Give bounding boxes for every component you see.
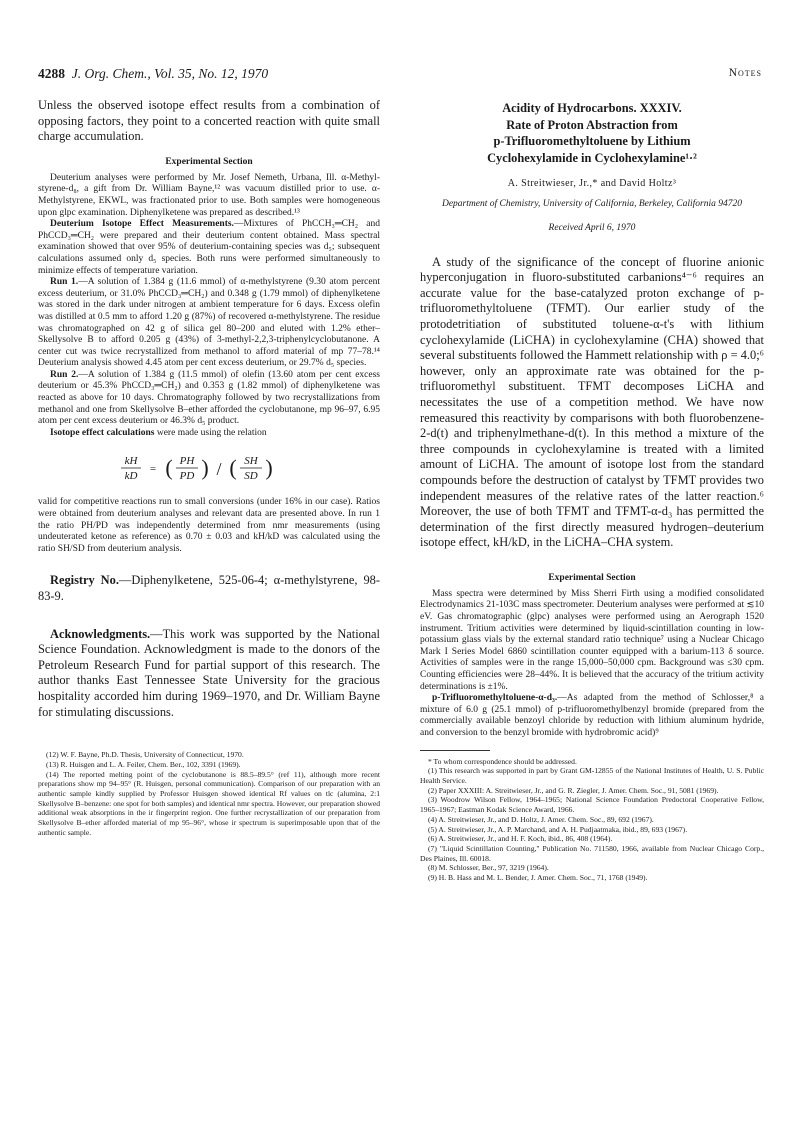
right-experimental-heading: Experimental Section (548, 572, 636, 583)
footnote-12: (12) W. F. Bayne, Ph.D. Thesis, University of Connecticut, 1970. (46, 750, 244, 760)
run-2-heading: Run 2. (50, 369, 79, 380)
equation-graphic (109, 451, 309, 485)
footnote-9: (9) H. B. Hass and M. L. Bender, J. Amer. Chem. Soc., 71, 1768 (1949). (428, 873, 648, 883)
eq-a-den: PD (179, 470, 195, 483)
footnote-7: (7) "Liquid Scintillation Counting," Publication No. 711580, 1966, available from Nuclear Chicago Corp., Des Plaines, Ill. 60018. (420, 843, 764, 863)
eq-b-num: SH (244, 455, 258, 468)
received-date: Received April 6, 1970 (548, 222, 636, 233)
footnote-4: (4) A. Streitwieser, Jr., and D. Holtz, J. Amer. Chem. Soc., 89, 692 (1967). (428, 814, 654, 824)
after-equation-paragraph: valid for competitive reactions run to small conversions (under 16% in our case). Ratios were obtained from deuterium analyses and relevant data are presented above. In run 1 the ratio PH/PD was independently determined from nmr measurements (using undeuterated ketone as reference) as 0.70 ± 0.03 and kH/kD was calculated using the ratio SH/SD from deuterium analysis. (38, 497, 380, 554)
title-line-3: p-Trifluoromethyltoluene by Lithium (493, 134, 691, 148)
svg-text:(: ( (229, 455, 237, 481)
footnote-6: (6) A. Streitwieser, Jr., and H. F. Koch, ibid., 86, 408 (1964). (428, 834, 613, 844)
authors: A. Streitwieser, Jr.,* and David Holtz³ (507, 178, 677, 189)
svg-text:=: = (149, 463, 157, 476)
eq-lhs-num: kH (124, 455, 138, 468)
footnote-5: (5) A. Streitwieser, Jr., A. P. Marchand, and A. H. Pudjaatmaka, ibid., 89, 693 (1967). (428, 824, 688, 834)
isotope-measurement-paragraph: Deuterium Isotope Effect Measurements.—Mixtures of PhCCH₃═CH₂ and PhCCD₃═CH₂ were prepared and their deuterium content obtained. Mass spectral examination showed that over 95% of deuterium-containing species was d₅; subsequent calculations assumed only d₅ species. Both runs were performed simultaneously to minimize effects of temperature variation. (38, 219, 380, 276)
title-line-2: Rate of Proton Abstraction from (506, 117, 678, 132)
svg-text:): ) (201, 455, 209, 481)
affiliation: Department of Chemistry, University of California, Berkeley, California 94720 (441, 199, 742, 209)
title-line-1: Acidity of Hydrocarbons. XXXIV. (502, 101, 682, 115)
page-number: 4288 (38, 66, 65, 81)
run-1-heading: Run 1. (50, 277, 79, 288)
registry-paragraph: Registry No.—Diphenylketene, 525-06-4; α-methylstyrene, 98-83-9. (38, 573, 380, 603)
left-column (38, 98, 380, 837)
footnote-rule (420, 750, 490, 751)
article-title (420, 100, 764, 166)
section-label: Notes (728, 67, 762, 79)
isotope-equation (38, 451, 380, 485)
isotope-measurement-heading: Deuterium Isotope Effect Measurements. (50, 219, 234, 230)
footnote-13: (13) R. Huisgen and L. A. Feiler, Chem. Ber., 102, 3391 (1969). (46, 759, 241, 769)
journal-citation: J. Org. Chem., Vol. 35, No. 12, 1970 (71, 66, 269, 81)
tfmt-preparation-paragraph: p-Trifluoromethyltoluene-α-d₃.—As adapted from the method of Schlosser,⁸ a mixture of 6.0 g (25.1 mmol) of p-trifluoromethylbenzyl bromide (prepared from the commercially available benzoyl chloride by reduction with lithium aluminum hydride, and conversion to the benzyl bromide with hydrobromic acid)⁹ (420, 693, 764, 738)
acknowledgments-heading: Acknowledgments. (50, 626, 151, 641)
footnote-3: (3) Woodrow Wilson Fellow, 1964–1965; National Science Foundation Predoctoral Cooperative Fellow, 1965–1967; Eastman Kodak Science Award, 1966. (420, 795, 764, 815)
abstract-paragraph: A study of the significance of the concept of fluorine anionic hyperconjugation in fluoro-substituted carbanions⁴⁻⁶ requires an accurate value for the base-catalyzed proton exchange of p-trifluoromethyltoluene (TFMT). Our earlier study of the protodetritiation of substituted toluene-α-t's with lithium cyclohexylamide (LiCHA) in cyclohexylamine (CHA) showed that several substituents followed the Hammett relationship with ρ = 4.0;⁶ however, only an approximate rate was obtained for the p-trifluoromethyl substituent. TFMT decomposes LiCHA and necessitates the use of a competition method. We have now remeasured this reactivity by comparisons with both fluorobenzene-2-d(t) and triphenylmethane-d(t). In this method a mixture of the three compounds in cyclohexylamine is treated with a limited amount of LiCHA. The amount of isotope lost from the standard compounds before the destruction of catalyst by TFMT provides two independent measures of the relative rates of the latter reaction.⁶ Moreover, the use of both TFMT and TFMT-α-d₃ has permitted the determination of the first directly measured hydrogen–deuterium isotope effect, kH/kD, in the LiCHA–CHA system. (420, 254, 764, 550)
eq-b-den: SD (244, 470, 258, 483)
tfmt-preparation-heading: p-Trifluoromethyltoluene-α-d₃. (432, 693, 558, 704)
footnote-2: (2) Paper XXXIII: A. Streitwieser, Jr., and G. R. Ziegler, J. Amer. Chem. Soc., 91, 5081 (1969). (428, 785, 719, 795)
footnote-1: (1) This research was supported in part by Grant GM-12855 of the National Institutes of Health, U. S. Public Health Service. (420, 766, 764, 785)
left-footnotes (38, 750, 380, 837)
experimental-paragraph: Deuterium analyses were performed by Mr. Josef Nemeth, Urbana, Ill. α-Methyl-styrene-d₈, a gift from Dr. William Bayne,¹² was vacuum distilled prior to use. α-Methylstyrene, EKWL, was fractionated prior to use. Both samples were homogeneous upon glpc examination. Diphenylketene was prepared as described.¹³ (38, 172, 380, 218)
registry-heading: Registry No. (50, 573, 119, 588)
run-2-paragraph: Run 2.—A solution of 1.384 g (11.5 mmol) of olefin (13.60 atom per cent excess deuterium or 45.3% PhCCD₃═CH₂) and 0.353 g (1.82 mmol) of diphenylketene was reacted as above for 10 days. Chromatography followed by two recrystallizations from methanol and one from Skellysolve B–ether afforded the cyclobutanone, mp 96–97, 6.95 atom per cent excess deuterium or 46.3% d₅ product. (38, 369, 380, 427)
eq-a-num: PH (179, 455, 195, 468)
footnote-14: (14) The reported melting point of the cyclobutanone is 88.5–89.5° (ref 11), although more recent preparations show mp 94–95° (R. Huisgen, personal communication). Comparison of our preparation with an authentic sample kindly supplied by Professor Huisgen showed identical Rf values on tlc (alumina, 2:1 Skellysolve B–benzene: one spot for both samples) and identical nmr spectra. However, our preparation showed additional weak absorptions in the ir fingerprint region. One further recrystallization of our preparation from Skellysolve B–ether afforded material of mp 95–96°, whose ir spectrum is superimposable upon that of the authentic sample. (38, 769, 380, 837)
intro-paragraph: Unless the observed isotope effect results from a combination of opposing factors, they point to a concerted reaction with quite small charge accumulation. (38, 98, 380, 144)
svg-text:(: ( (165, 455, 173, 481)
acknowledgments-paragraph: Acknowledgments.—This work was supported by the National Science Foundation. Acknowledgment is made to the donors of the Petroleum Research Fund for partial support of this research. The author thanks East Tennessee State University for the gracious hospitality accorded him during 1969–1970, and Dr. William Bayne for stimulating discussions. (38, 626, 380, 719)
footnote-star: * To whom correspondence should be addressed. (428, 756, 577, 766)
right-column (420, 98, 764, 883)
eq-lhs-den: kD (124, 470, 138, 483)
left-experimental-heading: Experimental Section (165, 156, 253, 167)
run-1-paragraph: Run 1.—A solution of 1.384 g (11.6 mmol) of α-methylstyrene (9.30 atom percent excess deuterium, or 31.0% PhCCD₃═CH₂) and 0.348 g (1.79 mmol) of diphenylketene was stored in the dark under nitrogen at ambient temperature for 6 days. Excess olefin was distilled at 0.5 mm to afford 1.20 g (87%) of recovered α-methylstyrene. The residue was chromatographed on 42 g of silica gel 80–200 and eluted with 1.2% ether–Skellysolve B to afford 0.205 g (43%) of 3-methyl-2,2,3-triphenylcyclobutanone. A center cut was twice recrystallized from methanol to afford material of mp 77–78.¹⁴ Deuterium analysis showed 4.45 atom per cent excess deuterium, or 29.7% d₅ species. (38, 277, 380, 369)
running-header (38, 66, 762, 86)
right-footnotes (420, 757, 764, 883)
calculation-paragraph: Isotope effect calculations were made using the relation (50, 427, 267, 438)
svg-text:/: / (216, 459, 222, 480)
right-experimental-paragraph: Mass spectra were determined by Miss Sherri Firth using a modified consolidated Electrodynamics 21-103C mass spectrometer. Deuterium analyses were performed at ≲10 eV. Gas chromatographic (glpc) analyses were performed using an Aerograph 1520 instrument. Tritium activities were determined by liquid-scintillation counting in low-potassium glass vials by the external standard ratio technique⁷ using a Nuclear Chicago Mark I Series Model 6860 scintillation counter equipped with a barium-113 δ source. Activities of samples were in the range 15,000–50,000 cpm. Background was ≤30 cpm. Counting efficiencies were 28–44%. It is believed that the accuracy of the tritium activity determinations is ±1%. (420, 588, 764, 692)
calculation-heading: Isotope effect calculations (50, 427, 155, 438)
svg-text:): ) (265, 455, 273, 481)
footnote-8: (8) M. Schlosser, Ber., 97, 3219 (1964). (428, 863, 549, 873)
title-line-4: Cyclohexylamide in Cyclohexylamine¹·² (487, 150, 697, 165)
